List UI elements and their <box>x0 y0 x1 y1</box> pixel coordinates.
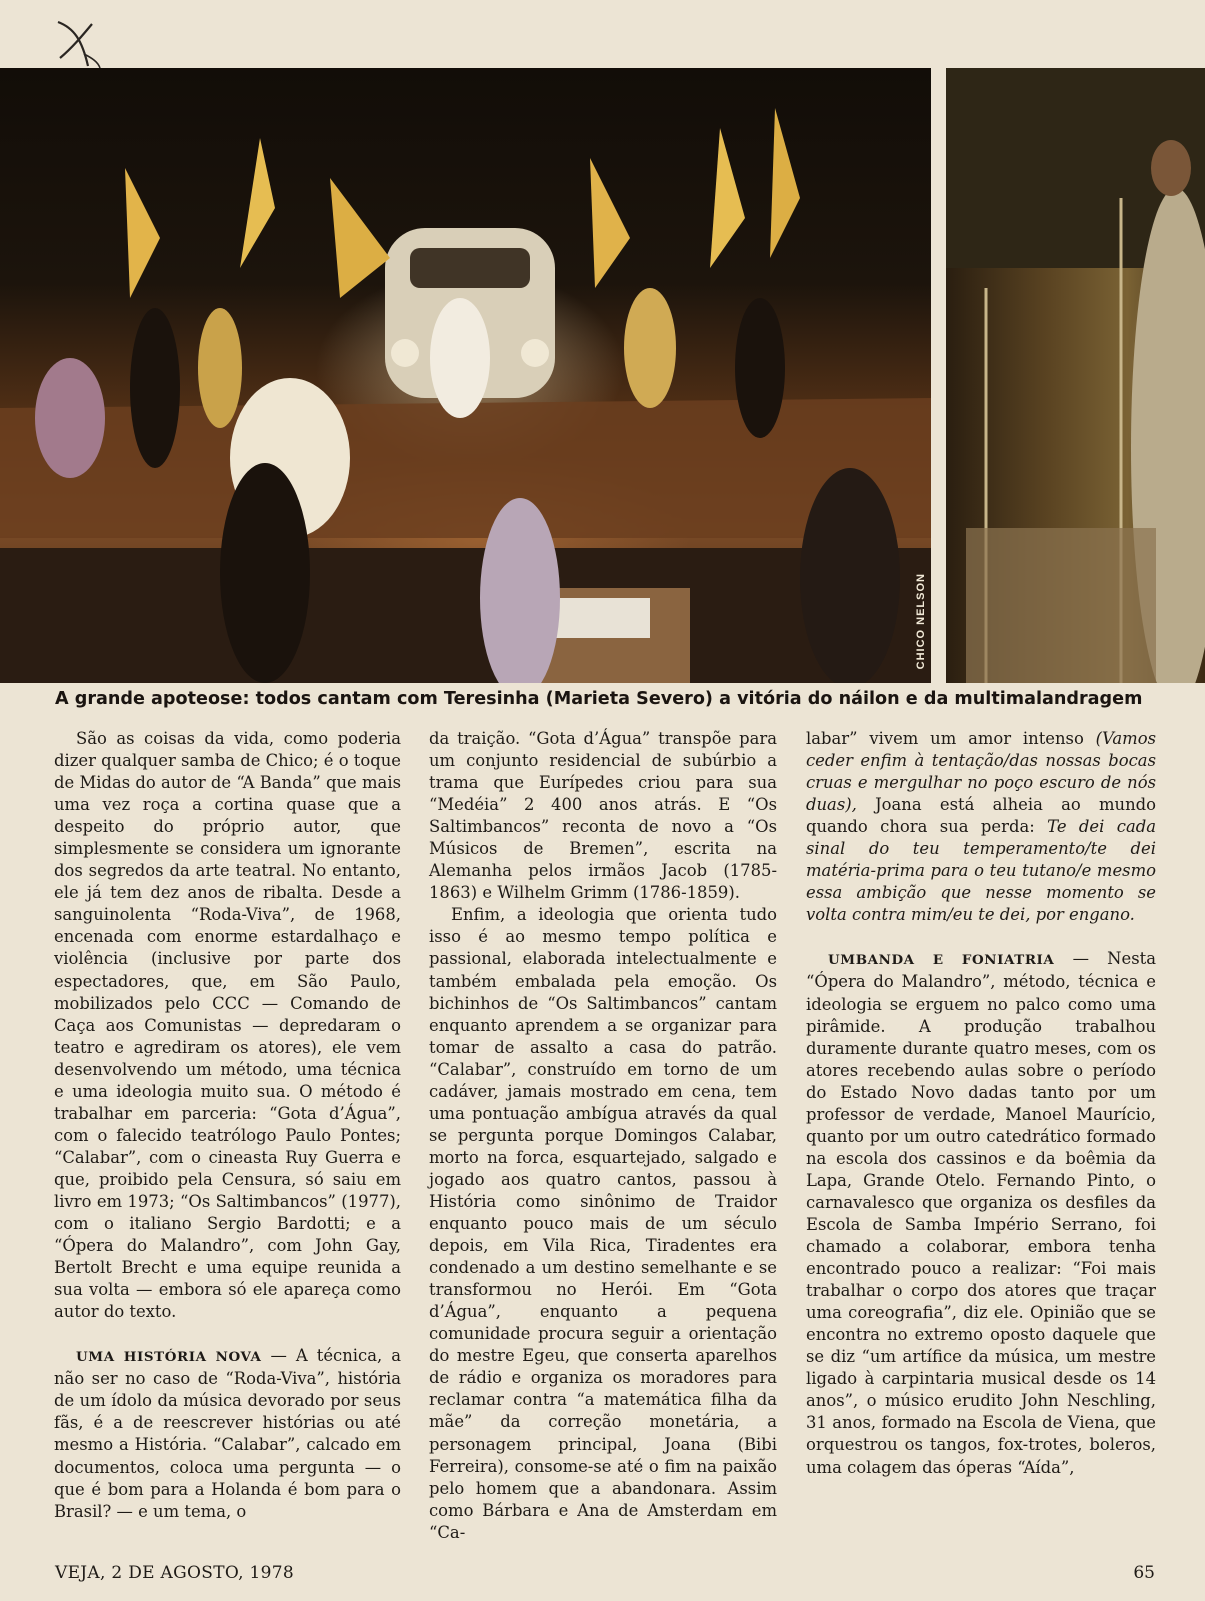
paragraph <box>806 728 1156 926</box>
paragraph: da traição. “Gota d’Água” transpõe para um conjunto residencial de subúrbio a trama que Eurípedes criou para sua “Medéia” 2 400 anos atrás. E “Os Saltimbancos” reconta de novo a “Os Músicos de Bremen”, escrita na Alemanha pelos irmãos Jacob (1785-1863) e Wilhelm Grimm (1786-1859). <box>429 729 777 903</box>
article-column-2 <box>429 728 777 1544</box>
section-heading: UMA HISTÓRIA NOVA <box>76 1349 262 1366</box>
lyric-quote: Te dei cada sinal do teu temperamento/te dei matéria-prima para o teu tutano/e mesmo essa ambição que nesse momento se volta contra mim/eu te dei, por engano. <box>806 817 1156 925</box>
publication-footer: VEJA, 2 DE AGOSTO, 1978 <box>55 1563 294 1583</box>
singer-photo <box>946 68 1205 683</box>
paragraph: São as coisas da vida, como poderia dizer qualquer samba de Chico; é o toque de Midas do autor de “A Banda” que mais uma vez roça a cortina quase que a despeito do próprio autor, que simplesmente se considera um ignorante dos segredos da arte teatral. No entanto, ele já tem dez anos de ribalta. Desde a sanguinolenta “Roda-Viva”, de 1968, encenada com enorme estardalhaço e violência (inclusive por parte dos espectadores, que, em São Paulo, mobilizados pelo CCC — Comando de Caça aos Comunistas — depredaram o teatro e agrediram os atores), ele vem desenvolvendo um método, uma técnica e uma ideologia muito sua. O método é trabalhar em parceria: “Gota d’Água”, com o falecido teatrólogo Paulo Pontes; “Calabar”, com o cineasta Ruy Guerra e que, proibido pela Censura, só saiu em livro em 1973; “Os Saltimbancos” (1977), com o italiano Sergio Bardotti; e a “Ópera do Malandro”, com John Gay, Bertolt Brecht e uma equipe reunida a sua volta — embora só ele apareça como autor do texto. <box>54 729 401 1322</box>
paragraph-text: labar” vivem um amor intenso <box>806 729 1096 748</box>
paragraph <box>806 948 1156 1478</box>
page-number: 65 <box>1133 1563 1155 1583</box>
singer-scene-illustration <box>946 68 1205 683</box>
stage-photo <box>0 68 931 683</box>
article-column-3 <box>806 728 1156 1479</box>
paragraph-text: — A técnica, a não ser no caso de “Roda-Viva”, história de um ídolo da música devorado por seus fãs, é a de reescrever histórias ou até mesmo a História. “Calabar”, calcado em documentos, coloca uma pergunta — o que é bom para a Holanda é bom para o Brasil? — e um tema, o <box>54 1346 401 1521</box>
paragraph-text: — Nesta “Ópera do Malandro”, método, técnica e ideologia se erguem no palco como uma pirâmide. A produção trabalhou duramente durante quatro meses, com os atores recebendo aulas sobre o período do Estado Novo dadas tanto por um professor de verdade, Manoel Maurício, quanto por um outro catedrático formado na escola dos cassinos e da boêmia da Lapa, Grande Otelo. Fernando Pinto, o carnavalesco que organiza os desfiles da Escola de Samba Império Serrano, foi chamado a colaborar, embora tenha encontrado pouco a realizar: “Foi mais trabalhar o corpo dos atores que traçar uma coreografia”, diz ele. Opinião que se encontra no extremo oposto daquele que se diz “um artífice da música, um mestre ligado à carpintaria musical desde os 14 anos”, o músico erudito John Neschling, 31 anos, formado na Escola de Viena, que orquestrou os tangos, fox-trotes, boleros, uma colagem das óperas “Aída”, <box>806 949 1156 1477</box>
lyric-quote: (Vamos ceder enfim à tentação/das nossas bocas cruas e mergulhar no poço escuro de nós duas), <box>806 729 1156 815</box>
photo-credit: CHICO NELSON <box>915 572 927 669</box>
stage-scene-illustration <box>0 68 931 683</box>
photo-caption: A grande apoteose: todos cantam com Teresinha (Marieta Severo) a vitória do náilon e da multimalandragem <box>55 689 1143 709</box>
article-column-1 <box>54 728 401 1523</box>
paragraph <box>54 1345 401 1522</box>
paragraph-text: Joana está alheia ao mundo quando chora sua perda: <box>806 795 1156 837</box>
paragraph: Enfim, a ideologia que orienta tudo isso é ao mesmo tempo política e passional, elaborada intelectualmente e também embalada pela emoção. Os bichinhos de “Os Saltimbancos” cantam enquanto aprendem a se organizar para tomar de assalto a casa do patrão. “Calabar”, construído em torno de um cadáver, jamais mostrado em cena, tem uma pontuação ambígua através da qual se pergunta porque Domingos Calabar, morto na forca, esquartejado, salgado e jogado aos quatro cantos, passou à História como sinônimo de Traidor enquanto pouco mais de um século depois, em Vila Rica, Tiradentes era condenado a um destino semelhante e se transformou no Herói. Em “Gota d’Água”, enquanto a pequena comunidade procura seguir a orientação do mestre Egeu, que conserta aparelhos de rádio e organiza os moradores para reclamar contra “a matemática filha da mãe” da correção monetária, a personagem principal, Joana (Bibi Ferreira), consome-se até o fim na paixão pelo homem que a abandonara. Assim como Bárbara e Ana de Amsterdam em “Ca- <box>429 905 777 1542</box>
handwritten-mark-icon <box>48 14 108 70</box>
section-heading: UMBANDA E FONIATRIA <box>828 952 1055 969</box>
